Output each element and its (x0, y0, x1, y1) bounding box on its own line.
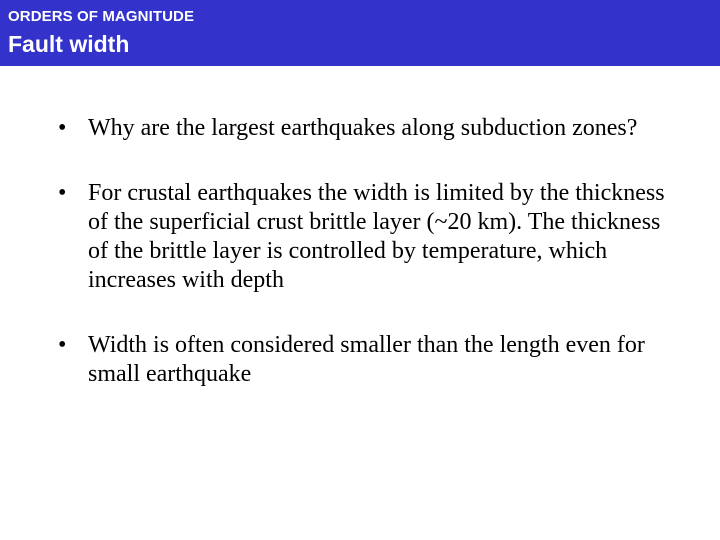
bullet-icon: • (58, 332, 67, 358)
bullet-text: Width is often considered smaller than the length even for small earthquake (88, 332, 645, 387)
bullet-item-1 (58, 114, 678, 143)
bullet-icon: • (58, 115, 67, 141)
section-kicker: ORDERS OF MAGNITUDE (8, 8, 195, 25)
bullet-item-3 (58, 331, 678, 389)
bullet-text: For crustal earthquakes the width is limited by the thickness of the superficial crust brittle layer (~20 km). The thickness of the brittle layer is controlled by temperature, which increases with depth (88, 180, 665, 293)
bullet-list (58, 114, 678, 389)
bullet-item-2 (58, 179, 678, 295)
slide-title: Fault width (8, 31, 130, 57)
bullet-icon: • (58, 180, 67, 206)
bullet-text: Why are the largest earthquakes along subduction zones? (88, 115, 638, 141)
header-bar (0, 0, 720, 66)
